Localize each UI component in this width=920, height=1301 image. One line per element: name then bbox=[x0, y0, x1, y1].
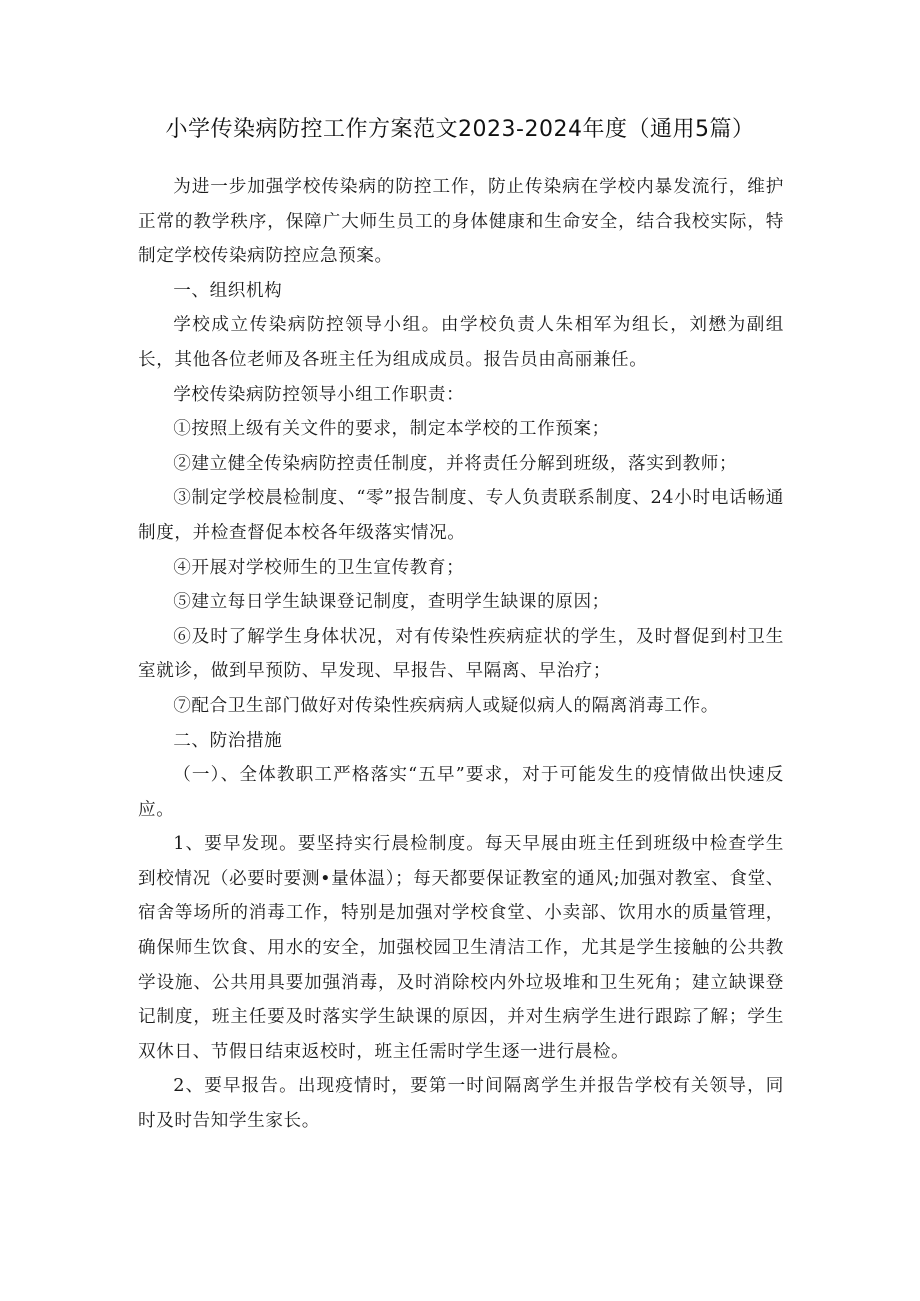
paragraph-duties-heading: 学校传染病防控领导小组工作职责： bbox=[173, 384, 465, 405]
duty-item-2: ②建立健全传染病防控责任制度，并将责任分解到班级，落实到教师； bbox=[173, 453, 738, 474]
paragraph-early-reporting: 2、要早报告。出现疫情时，要第一时间隔离学生并报告学校有关领导，同时及时告知学生家长。 bbox=[138, 1076, 784, 1132]
duty-item-7: ⑦配合卫生部门做好对传染性疾病病人或疑似病人的隔离消毒工作。 bbox=[173, 695, 720, 716]
document-title: 小学传染病防控工作方案范文2023-2024年度（通用5篇） bbox=[165, 117, 755, 142]
document-body bbox=[138, 170, 784, 1139]
duty-item-6: ⑥及时了解学生身体状况，对有传染性疾病症状的学生，及时督促到村卫生室就诊，做到早预防、早发现、早报告、早隔离、早治疗； bbox=[138, 626, 784, 682]
paragraph-five-early: （一）、全体教职工严格落实“五早”要求，对于可能发生的疫情做出快速反应。 bbox=[138, 765, 784, 820]
duty-item-3: ③制定学校晨检制度、“零”报告制度、专人负责联系制度、24小时电话畅通制度，并检查督促本校各年级落实情况。 bbox=[138, 488, 784, 543]
paragraph-leadership-group: 学校成立传染病防控领导小组。由学校负责人朱相军为组长，刘懋为副组长，其他各位老师及各班主任为组成成员。报告员由高丽兼任。 bbox=[138, 315, 784, 370]
duty-item-5: ⑤建立每日学生缺课登记制度，查明学生缺课的原因； bbox=[173, 592, 610, 613]
heading-organization: 一、组织机构 bbox=[173, 280, 283, 301]
heading-prevention-measures: 二、防治措施 bbox=[173, 730, 283, 751]
duty-item-1: ①按照上级有关文件的要求，制定本学校的工作预案； bbox=[173, 419, 610, 440]
paragraph-intro: 为进一步加强学校传染病的防控工作，防止传染病在学校内暴发流行，维护正常的教学秩序，保障广大师生员工的身体健康和生命安全，结合我校实际，特制定学校传染病防控应急预案。 bbox=[138, 177, 784, 267]
paragraph-early-detection: 1、要早发现。要坚持实行晨检制度。每天早展由班主任到班级中检查学生到校情况（必要时要测•量体温）；每天都要保证教室的通风;加强对教室、食堂、宿舍等场所的消毒工作，特别是加强对学校食堂、小卖部、饮用水的质量管理，确保师生饮食、用水的安全，加强校园卫生清洁工作，尤其是学生接触的公共教学设施、公共用具要加强消毒，及时消除校内外垃圾堆和卫生死角；建立缺课登记制度，班主任要及时落实学生缺课的原因，并对生病学生进行跟踪了解；学生双休日、节假日结束返校时，班主任需时学生逐一进行晨检。 bbox=[138, 834, 784, 1062]
duty-item-4: ④开展对学校师生的卫生宣传教育； bbox=[173, 557, 465, 578]
